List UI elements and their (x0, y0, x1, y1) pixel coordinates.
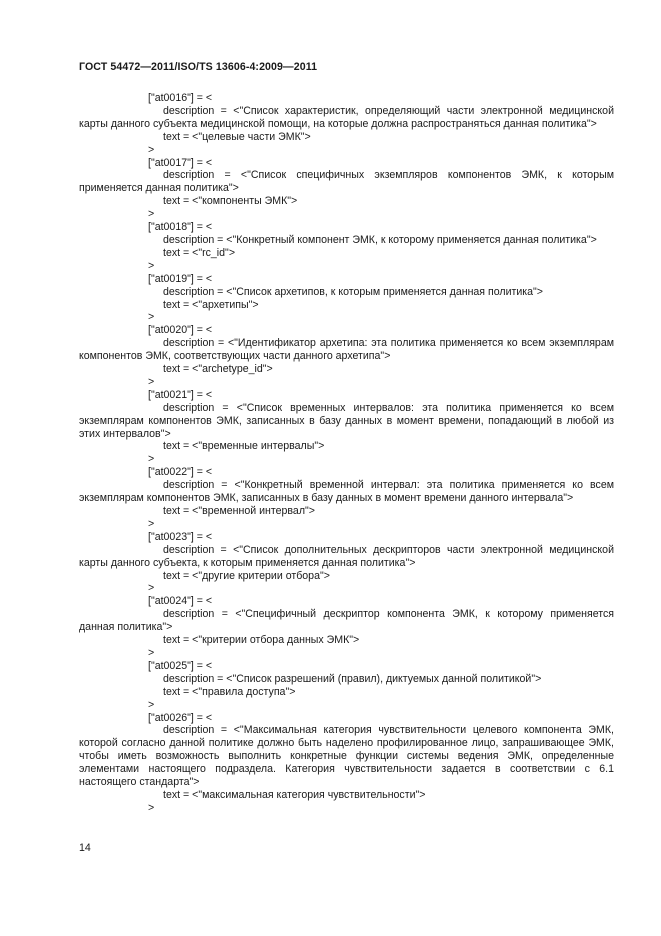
term-text: text = <"временные интервалы"> (163, 440, 325, 453)
document-body (79, 92, 614, 815)
term-text: text = <"archetype_id"> (163, 363, 273, 376)
term-code: ["at0019"] = < (148, 272, 213, 285)
term-description: description = <"Список временных интервалов: эта политика применяется ко всем экземплярам компонентов ЭМК, записанных в базу данных в момент времени, попадающий в любой из этих интервалов"> (79, 401, 614, 440)
term-code: ["at0022"] = < (148, 466, 213, 479)
term-entry (79, 273, 614, 325)
term-close: > (148, 208, 155, 221)
term-description: description = <"Конкретный компонент ЭМК, к которому применяется данная политика"> (163, 233, 597, 246)
term-description: description = <"Список архетипов, к которым применяется данная политика"> (163, 285, 543, 298)
term-description: description = <"Список специфичных экземпляров компонентов ЭМК, к которым применяется данная политика"> (79, 169, 614, 195)
term-text: text = <"максимальная категория чувствительности"> (163, 788, 426, 801)
term-entry (79, 157, 614, 222)
term-description: description = <"Максимальная категория чувствительности целевого компонента ЭМК, которой согласно данной политике должно быть наделено профилированное лицо, запрашивающее ЭМК, чтобы иметь возможность выполнить конкретные функции системы ведения ЭМК, определенные элементами настоящего подраздела. Категория чувствительности задается в соответствии с 6.1 настоящего стандарта"> (79, 724, 614, 789)
term-description: description = <"Конкретный временной интервал: эта политика применяется ко всем экземплярам компонентов ЭМК, записанных в базу данных в момент времени данного интервала"> (79, 479, 614, 505)
term-entry (79, 221, 614, 273)
term-entry (79, 712, 614, 815)
term-code: ["at0020"] = < (148, 324, 213, 337)
term-description: description = <"Специфичный дескриптор компонента ЭМК, к которому применяется данная политика"> (79, 608, 614, 634)
term-close: > (148, 453, 155, 466)
term-description: description = <"Список характеристик, определяющий части электронной медицинской карты данного субъекта медицинской помощи, на которые должна распространяться данная политика"> (79, 104, 614, 130)
term-code: ["at0021"] = < (148, 388, 213, 401)
term-code: ["at0025"] = < (148, 659, 213, 672)
term-entry (79, 466, 614, 531)
term-close: > (148, 646, 155, 659)
term-text: text = <"временной интервал"> (163, 505, 315, 517)
term-code: ["at0017"] = < (148, 156, 213, 169)
term-description: description = <"Список дополнительных дескрипторов части электронной медицинской карты данного субъекта, к которым применяется данная политика"> (79, 543, 614, 569)
term-entry (79, 389, 614, 466)
term-text: text = <"другие критерии отбора"> (163, 569, 330, 582)
term-entry (79, 660, 614, 712)
term-code: ["at0026"] = < (148, 711, 213, 724)
term-close: > (148, 311, 155, 324)
term-close: > (148, 517, 155, 530)
term-text: text = <"правила доступа"> (163, 685, 296, 698)
term-entry (79, 324, 614, 389)
term-text: text = <"целевые части ЭМК"> (163, 130, 311, 143)
document-header: ГОСТ 54472—2011/ISO/TS 13606-4:2009—2011 (79, 61, 318, 73)
term-text: text = <"критерии отбора данных ЭМК"> (163, 634, 360, 647)
term-code: ["at0024"] = < (148, 595, 213, 608)
term-code: ["at0016"] = < (148, 92, 213, 104)
term-close: > (148, 375, 155, 388)
term-code: ["at0023"] = < (148, 530, 213, 543)
term-code: ["at0018"] = < (148, 221, 213, 234)
term-entry (79, 92, 614, 157)
term-text: text = <"архетипы"> (163, 298, 259, 311)
term-entry (79, 531, 614, 596)
term-description: description = <"Список разрешений (правил), диктуемых данной политикой"> (163, 672, 542, 685)
term-entry (79, 595, 614, 660)
page-number: 14 (79, 842, 91, 854)
term-close: > (148, 259, 155, 272)
term-close: > (148, 143, 155, 156)
term-description: description = <"Идентификатор архетипа: эта политика применяется ко всем экземплярам компонентов ЭМК, соответствующих части данного архетипа"> (79, 337, 614, 363)
term-text: text = <"rc_id"> (163, 246, 236, 259)
term-text: text = <"компоненты ЭМК"> (163, 195, 298, 208)
term-close: > (148, 582, 155, 595)
term-close: > (148, 698, 155, 711)
term-close: > (148, 801, 155, 814)
